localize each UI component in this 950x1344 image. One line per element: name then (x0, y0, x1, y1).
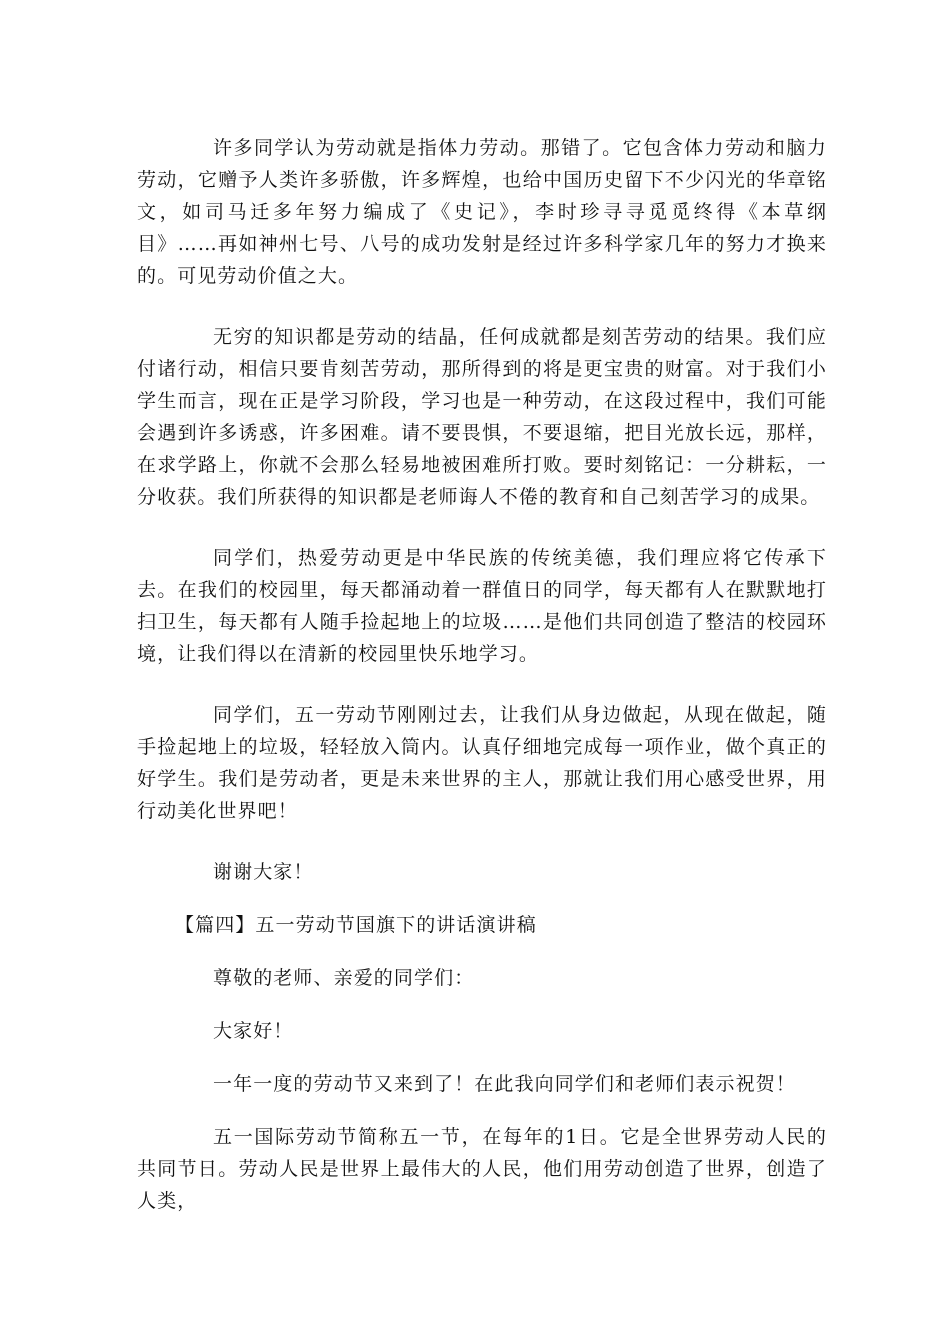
greeting: 大家好！ (213, 1020, 294, 1042)
paragraph-may-day: 五一国际劳动节简称五一节，在每年的1日。它是全世界劳动人民的共同节日。劳动人民是世界上最伟大的人民，他们用劳动创造了世界，创造了人类， (137, 1126, 827, 1212)
intro-line: 一年一度的劳动节又来到了！在此我向同学们和老师们表示祝贺！ (213, 1073, 796, 1095)
section-heading: 【篇四】五一劳动节国旗下的讲话演讲稿 (175, 914, 537, 936)
document-body (137, 132, 827, 1217)
paragraph-labor-types: 许多同学认为劳动就是指体力劳动。那错了。它包含体力劳动和脑力劳动，它赠予人类许多骄傲，许多辉煌，也给中国历史留下不少闪光的华章铭文，如司马迁多年努力编成了《史记》，李时珍寻寻觅觅终得《本草纲目》……再如神州七号、八号的成功发射是经过许多科学家几年的努力才换来的。可见劳动价值之大。 (137, 137, 827, 287)
paragraph-thanks: 谢谢大家！ (213, 861, 314, 883)
paragraph-knowledge: 无穷的知识都是劳动的结晶，任何成就都是刻苦劳动的结果。我们应付诸行动，相信只要肯刻苦劳动，那所得到的将是更宝贵的财富。对于我们小学生而言，现在正是学习阶段，学习也是一种劳动，在这段过程中，我们可能会遇到许多诱惑，许多困难。请不要畏惧，不要退缩，把目光放长远，那样，在求学路上，你就不会那么轻易地被困难所打败。要时刻铭记：一分耕耘，一分收获。我们所获得的知识都是老师诲人不倦的教育和自己刻苦学习的成果。 (137, 326, 827, 508)
paragraph-tradition: 同学们，热爱劳动更是中华民族的传统美德，我们理应将它传承下去。在我们的校园里，每天都涌动着一群值日的同学，每天都有人在默默地打扫卫生，每天都有人随手捡起地上的垃圾……是他们共同创造了整洁的校园环境，让我们得以在清新的校园里快乐地学习。 (137, 547, 827, 665)
salutation: 尊敬的老师、亲爱的同学们： (213, 967, 475, 989)
paragraph-call-to-action: 同学们，五一劳动节刚刚过去，让我们从身边做起，从现在做起，随手捡起地上的垃圾，轻轻放入筒内。认真仔细地完成每一项作业，做个真正的好学生。我们是劳动者，更是未来世界的主人，那就让我们用心感受世界，用行动美化世界吧！ (137, 704, 827, 822)
